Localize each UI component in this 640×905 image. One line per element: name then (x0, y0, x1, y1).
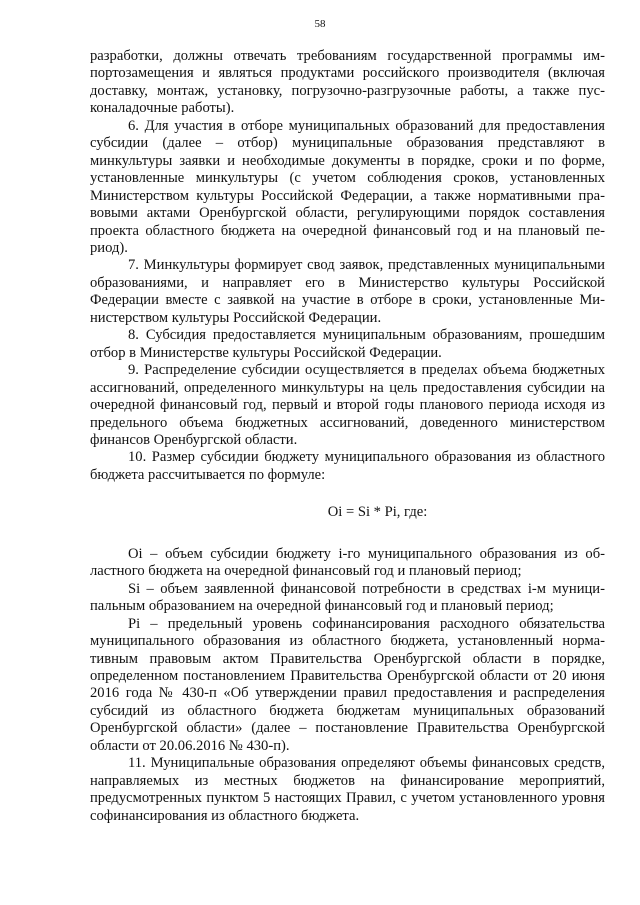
paragraph-7: 7. Минкультуры формирует свод заявок, представленных муниципальными образованиями, и направляет его в Министерство культуры Российской Федерации вместе с заявкой на участие в отборе в сроки, установленные Министерством культуры Российской Федерации. (90, 257, 605, 326)
paragraph-continuation: разработки, должны отвечать требованиям государственной программы импортозамещения и являться продуктами российского производителя (включая доставку, монтаж, установку, погрузочно-разгрузочные работы, а также пусконаладочные работы). (90, 48, 605, 117)
paragraph-11: 11. Муниципальные образования определяют объемы финансовых средств, направляемых из местных бюджетов на финансирование мероприятий, предусмотренных пунктом 5 настоящих Правил, с учетом установленного уровня софинансирования из областного бюджета. (90, 755, 605, 824)
paragraph-6: 6. Для участия в отборе муниципальных образований для предоставления субсидии (далее – отбор) муниципальные образования представляют в минкультуры заявки и необходимые документы в порядке, сроки и по форме, установленные минкультуры (с учетом соблюдения сроков, установленных Министерством культуры Российской Федерации, а также нормативными правовыми актами Оренбургской области, регулирующими порядок составления проекта областного бюджета на очередной финансовый год и на плановый период). (90, 117, 605, 256)
definition-si: Si – объем заявленной финансовой потребности в средствах i-м муниципальным образованием на очередной финансовый год и плановый период; (90, 580, 605, 615)
paragraph-10: 10. Размер субсидии бюджету муниципального образования из областного бюджета рассчитывается по формуле: (90, 449, 605, 483)
page-number: 58 (314, 18, 326, 30)
paragraph-8: 8. Субсидия предоставляется муниципальным образованиям, прошедшим отбор в Министерстве культуры Российской Федерации. (90, 327, 605, 361)
subsidy-formula: Oi = Si * Pi, где: (327, 504, 428, 521)
definition-oi: Oi – объем субсидии бюджету i-го муниципального образования из областного бюджета на очередной финансовый год и плановый период; (90, 545, 605, 580)
document-body (90, 48, 605, 825)
definition-pi: Pi – предельный уровень софинансирования расходного обязательства муниципального образования из областного бюджета, установленный нормативным правовым актом Правительства Оренбургской области в порядке, определенном постановлением Правительства Оренбургской области от 20 июня 2016 года № 430-п «Об утверждении правил предоставления и распределения субсидий из областного бюджета бюджетам муниципальных образований Оренбургской области» (далее – постановление Правительства Оренбургской области от 20.06.2016 № 430-п). (90, 615, 605, 754)
paragraph-9: 9. Распределение субсидии осуществляется в пределах объема бюджетных ассигнований, определенного минкультуры на цель предоставления субсидии на очередной финансовый год, первый и второй годы планового периода исходя из предельного объема бюджетных ассигнований, доведенного министерством финансов Оренбургской области. (90, 362, 605, 448)
